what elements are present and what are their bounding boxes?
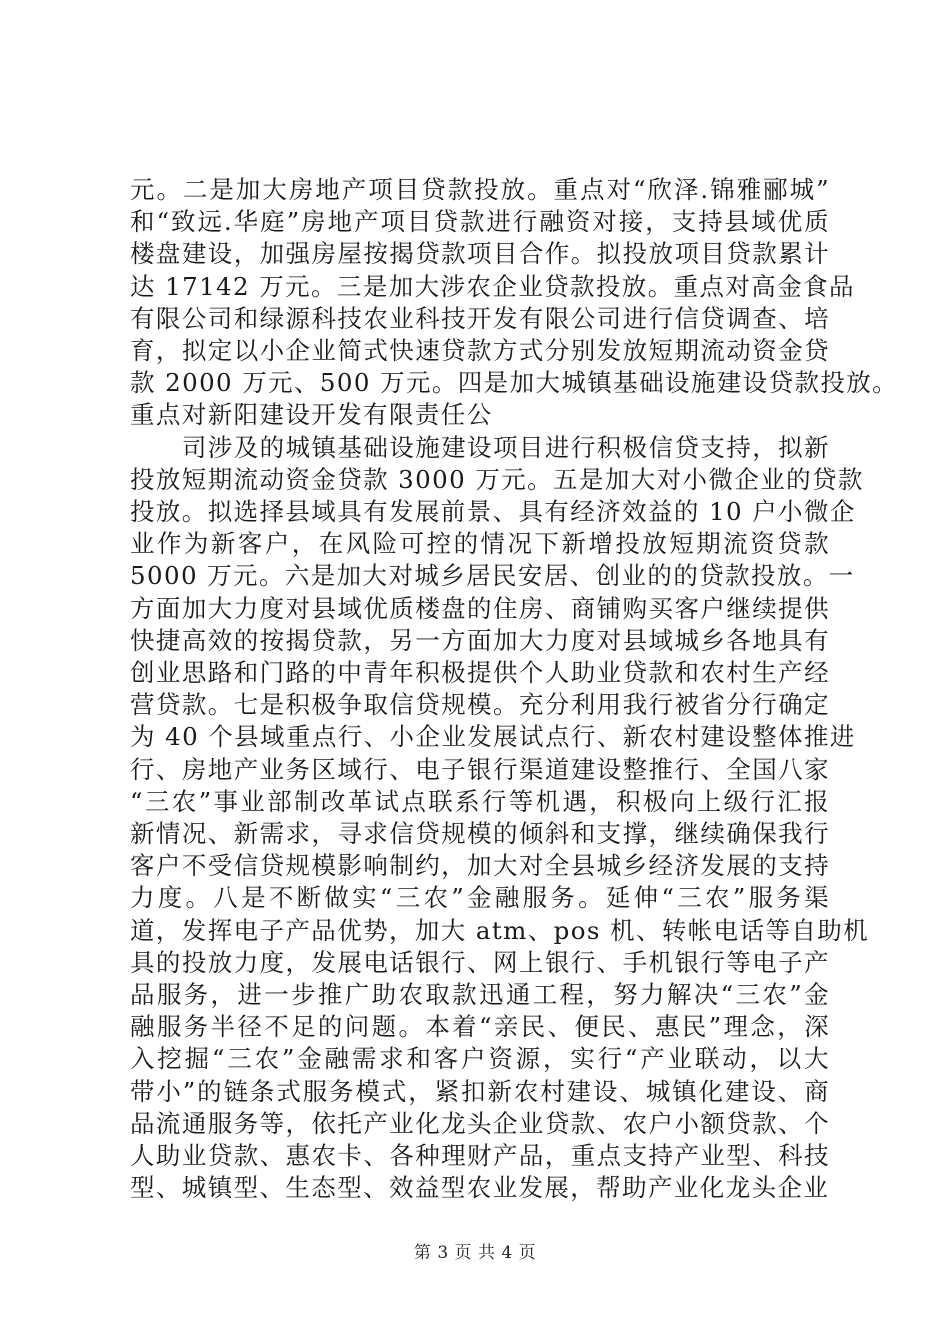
text-line: 力度。八是不断做实“三农”金融服务。延伸“三农”服务渠 — [130, 883, 830, 913]
text-line: 人助业贷款、惠农卡、各种理财产品，重点支持产业型、科技 — [130, 1141, 830, 1171]
text-line: 具的投放力度，发展电话银行、网上银行、手机银行等电子产 — [130, 947, 830, 977]
text-line: 重点对新阳建设开发有限责任公 — [130, 400, 493, 430]
text-line: 融服务半径不足的问题。本着“亲民、便民、惠民”理念，深 — [130, 1012, 830, 1042]
text-line: 达 17142 万元。三是加大涉农企业贷款投放。重点对高金食品 — [130, 271, 855, 301]
body-text — [130, 174, 899, 1205]
text-line: “三农”事业部制改革试点联系行等机遇，积极向上级行汇报 — [130, 786, 830, 816]
text-line: 新情况、新需求，寻求信贷规模的倾斜和支撑，继续确保我行 — [130, 819, 830, 849]
text-line: 型、城镇型、生态型、效益型农业发展，帮助产业化龙头企业 — [130, 1173, 830, 1203]
paragraph-2 — [130, 432, 870, 1205]
text-line: 行、房地产业务区域行、电子银行渠道建设整推行、全国八家 — [130, 754, 830, 784]
text-line: 方面加大力度对县域优质楼盘的住房、商铺购买客户继续提供 — [130, 593, 830, 623]
text-line: 司涉及的城镇基础设施建设项目进行积极信贷支持，拟新 — [130, 432, 830, 462]
text-line: 楼盘建设，加强房屋按揭贷款项目合作。拟投放项目贷款累计 — [130, 239, 830, 269]
text-line: 育，拟定以小企业简式快速贷款方式分别发放短期流动资金贷 — [130, 336, 830, 366]
text-line: 品服务，进一步推广助农取款迅通工程，努力解决“三农”金 — [130, 980, 830, 1010]
text-line: 投放。拟选择县域具有发展前景、具有经济效益的 10 户小微企 — [130, 497, 856, 527]
text-line: 业作为新客户，在风险可控的情况下新增投放短期流资贷款 — [130, 529, 830, 559]
text-line: 5000 万元。六是加大对城乡居民安居、创业的的贷款投放。一 — [130, 561, 855, 591]
text-line: 入挖掘“三农”金融需求和客户资源，实行“产业联动，以大 — [130, 1044, 830, 1074]
text-line: 客户不受信贷规模影响制约，加大对全县城乡经济发展的支持 — [130, 851, 830, 881]
text-line: 元。二是加大房地产项目贷款投放。重点对“欣泽.锦雅郦城” — [130, 175, 830, 204]
text-line: 品流通服务等，依托产业化龙头企业贷款、农户小额贷款、个 — [130, 1108, 830, 1138]
text-line: 创业思路和门路的中青年积极提供个人助业贷款和农村生产经 — [130, 658, 830, 688]
text-line: 带小”的链条式服务模式，紧扣新农村建设、城镇化建设、商 — [130, 1076, 830, 1106]
page-footer: 第 3 页 共 4 页 — [413, 1243, 537, 1263]
text-line: 款 2000 万元、500 万元。四是加大城镇基础设施建设贷款投放。 — [130, 368, 899, 398]
text-line: 投放短期流动资金贷款 3000 万元。五是加大对小微企业的贷款 — [130, 464, 864, 494]
text-line: 快捷高效的按揭贷款，另一方面加大力度对县域城乡各地具有 — [130, 625, 830, 655]
text-line: 营贷款。七是积极争取信贷规模。充分利用我行被省分行确定 — [130, 690, 830, 720]
text-line: 和“致远.华庭”房地产项目贷款进行融资对接，支持县域优质 — [130, 207, 830, 237]
paragraph-1 — [130, 174, 899, 432]
text-line: 有限公司和绿源科技农业科技开发有限公司进行信贷调查、培 — [130, 303, 830, 333]
text-line: 为 40 个县域重点行、小企业发展试点行、新农村建设整体推进 — [130, 722, 856, 752]
text-line: 道，发挥电子产品优势，加大 atm、pos 机、转帐电话等自助机 — [130, 915, 870, 945]
